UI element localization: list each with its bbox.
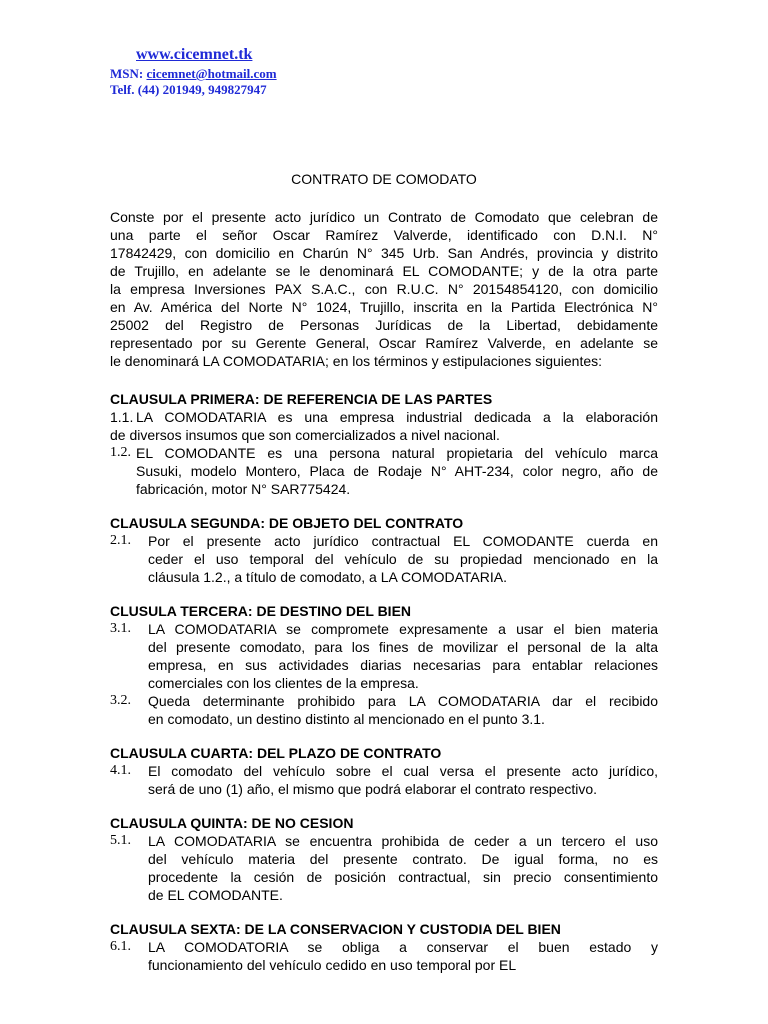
clause-heading: CLAUSULA SEXTA: DE LA CONSERVACION Y CUSTODIA DEL BIEN bbox=[110, 921, 561, 937]
clause-item bbox=[110, 444, 658, 498]
clause-section bbox=[110, 602, 658, 728]
intro-line: en Av. América del Norte N° 1024, Trujillo, inscrita en la Partida Electrónica N° bbox=[110, 299, 658, 315]
clause-heading: CLUSULA TERCERA: DE DESTINO DEL BIEN bbox=[110, 603, 412, 619]
clause-heading: CLAUSULA QUINTA: DE NO CESION bbox=[110, 815, 354, 831]
intro-line: de Trujillo, en adelante se le denominará EL COMODANTE; y de la otra parte bbox=[110, 263, 658, 279]
clause-item-number: 6.1. bbox=[110, 939, 131, 954]
clause-item bbox=[110, 692, 658, 728]
clause-item-line: comerciales con los clientes de la empresa. bbox=[148, 675, 419, 691]
clause-item-line: El comodato del vehículo sobre el cual versa el presente acto jurídico, bbox=[148, 763, 658, 779]
document-title: CONTRATO DE COMODATO bbox=[291, 171, 477, 187]
clause-item-line: en comodato, un destino distinto al mencionado en el punto 3.1. bbox=[148, 711, 545, 727]
clause-item-line: del vehículo materia del presente contrato. De igual forma, no es bbox=[148, 851, 658, 867]
clause-item bbox=[110, 408, 658, 444]
clauses-list bbox=[110, 390, 658, 974]
intro-paragraph bbox=[110, 208, 658, 370]
clause-item bbox=[110, 938, 658, 974]
clause-item-text bbox=[148, 938, 658, 974]
msn-line bbox=[110, 66, 277, 82]
clause-item-line: funcionamiento del vehículo cedido en uso temporal por EL bbox=[148, 957, 517, 973]
clause-item-line: procedente la cesión de posición contractual, sin precio consentimiento bbox=[148, 869, 658, 885]
clause-item-continuation bbox=[110, 426, 658, 444]
clause-item-line: de diversos insumos que son comercializados a nivel nacional. bbox=[110, 427, 500, 443]
clause-item-text bbox=[148, 532, 658, 586]
clause-item-line: fabricación, motor N° SAR775424. bbox=[136, 481, 351, 497]
clause-item-number: 1.1. bbox=[110, 409, 134, 425]
clause-item-text bbox=[148, 762, 658, 798]
website-link[interactable]: www.cicemnet.tk bbox=[136, 46, 253, 63]
clause-section bbox=[110, 514, 658, 586]
clause-item-number: 4.1. bbox=[110, 763, 131, 778]
clause-item bbox=[110, 832, 658, 904]
clause-item-text bbox=[148, 832, 658, 904]
msn-email-link[interactable]: cicemnet@hotmail.com bbox=[146, 66, 277, 81]
clause-item-line: Queda determinante prohibido para LA COMODATARIA dar el recibido bbox=[148, 693, 658, 709]
clause-section bbox=[110, 814, 658, 904]
intro-line: la empresa Inversiones PAX S.A.C., con R.U.C. N° 20154854120, con domicilio bbox=[110, 281, 658, 297]
clause-heading: CLAUSULA SEGUNDA: DE OBJETO DEL CONTRATO bbox=[110, 515, 464, 531]
clause-item-line: ceder el uso temporal del vehículo de su propiedad mencionado en la bbox=[148, 551, 658, 567]
intro-line: Conste por el presente acto jurídico un Contrato de Comodato que celebran de bbox=[110, 209, 658, 225]
msn-label: MSN: bbox=[110, 66, 144, 81]
clause-item-text bbox=[148, 692, 658, 728]
clause-section bbox=[110, 390, 658, 498]
intro-line: representado por su Gerente General, Oscar Ramírez Valverde, en adelante se bbox=[110, 335, 658, 351]
intro-line: 25002 del Registro de Personas Jurídicas de la Libertad, debidamente bbox=[110, 317, 658, 333]
intro-line: una parte el señor Oscar Ramírez Valverde, identificado con D.N.I. N° bbox=[110, 227, 658, 243]
clause-section bbox=[110, 744, 658, 798]
contact-header bbox=[110, 44, 277, 98]
clause-item-number: 5.1. bbox=[110, 833, 131, 848]
clause-item-line: LA COMODATARIA se compromete expresamente a usar el bien materia bbox=[148, 621, 658, 637]
clause-item bbox=[110, 620, 658, 692]
clause-item-line: cláusula 1.2., a título de comodato, a LA COMODATARIA. bbox=[148, 569, 507, 585]
clause-item-line: del presente comodato, para los fines de movilizar el personal de la alta bbox=[148, 639, 658, 655]
clause-item-number: 3.1. bbox=[110, 621, 131, 636]
clause-item-line: LA COMODATARIA es una empresa industrial dedicada a la elaboración bbox=[136, 409, 658, 425]
clause-section bbox=[110, 920, 658, 974]
clause-item-line: LA COMODATARIA se encuentra prohibida de ceder a un tercero el uso bbox=[148, 833, 658, 849]
clause-item-line: EL COMODANTE es una persona natural propietaria del vehículo marca bbox=[136, 445, 658, 461]
intro-line: le denominará LA COMODATARIA; en los términos y estipulaciones siguientes: bbox=[110, 353, 603, 369]
clause-item-text bbox=[148, 620, 658, 692]
clause-item bbox=[110, 532, 658, 586]
clause-item-line: Susuki, modelo Montero, Placa de Rodaje N° AHT-234, color negro, año de bbox=[136, 463, 658, 479]
clause-item-line: empresa, en sus actividades diarias necesarias para entablar relaciones bbox=[148, 657, 658, 673]
clause-item-line: será de uno (1) año, el mismo que podrá elaborar el contrato respectivo. bbox=[148, 781, 598, 797]
phone-line: Telf. (44) 201949, 949827947 bbox=[110, 82, 267, 97]
clause-item-text bbox=[136, 444, 658, 498]
document-body bbox=[110, 170, 658, 990]
clause-item-text bbox=[136, 408, 658, 426]
clause-heading: CLAUSULA CUARTA: DEL PLAZO DE CONTRATO bbox=[110, 745, 442, 761]
clause-item-number: 3.2. bbox=[110, 693, 131, 708]
clause-heading: CLAUSULA PRIMERA: DE REFERENCIA DE LAS PARTES bbox=[110, 391, 493, 407]
intro-line: 17842429, con domicilio en Charún N° 345 Urb. San Andrés, provincia y distrito bbox=[110, 245, 658, 261]
clause-item-line: Por el presente acto jurídico contractual EL COMODANTE cuerda en bbox=[148, 533, 658, 549]
clause-item-line: de EL COMODANTE. bbox=[148, 887, 283, 903]
clause-item-line: LA COMODATORIA se obliga a conservar el buen estado y bbox=[148, 939, 658, 955]
clause-item bbox=[110, 762, 658, 798]
clause-item-number: 1.2. bbox=[110, 445, 131, 460]
clause-item-number: 2.1. bbox=[110, 533, 131, 548]
